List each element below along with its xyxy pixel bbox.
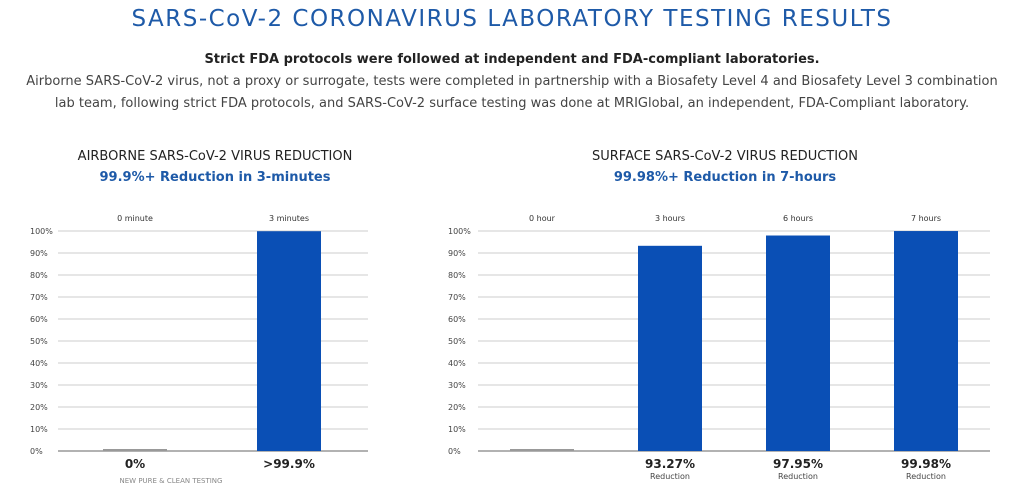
surface-bar — [510, 449, 574, 451]
surface-chart-subtitle: 99.98%+ Reduction in 7-hours — [613, 170, 837, 185]
airborne-data-label: >99.9% — [263, 457, 315, 471]
airborne-footnote: NEW PURE & CLEAN TESTING — [119, 477, 223, 485]
surface-data-sublabel: Reduction — [650, 472, 690, 481]
airborne-bar — [103, 449, 167, 451]
surface-bar — [638, 246, 702, 451]
airborne-ytick-label: 10% — [30, 425, 48, 434]
surface-data-label: 93.27% — [645, 457, 695, 471]
airborne-category-label: 3 minutes — [268, 214, 310, 223]
surface-bar — [894, 231, 958, 451]
airborne-ytick-label: 30% — [30, 381, 48, 390]
airborne-ytick-label: 80% — [30, 271, 48, 280]
surface-data-sublabel: Reduction — [906, 472, 946, 481]
surface-ytick-label: 80% — [448, 271, 466, 280]
surface-ytick-label: 40% — [448, 359, 466, 368]
surface-category-label: 7 hours — [910, 214, 942, 223]
surface-ytick-label: 90% — [448, 249, 466, 258]
page-subtitle: Strict FDA protocols were followed at independent and FDA-compliant laboratories. — [204, 52, 820, 67]
surface-ytick-label: 50% — [448, 337, 466, 346]
airborne-data-label: 0% — [124, 457, 146, 471]
airborne-ytick-label: 60% — [30, 315, 48, 324]
airborne-chart-title: AIRBORNE SARS-CoV-2 VIRUS REDUCTION — [77, 149, 353, 164]
page-title: SARS-CoV-2 CORONAVIRUS LABORATORY TESTING RESULTS — [131, 6, 893, 32]
surface-category-label: 3 hours — [654, 214, 686, 223]
surface-ytick-label: 30% — [448, 381, 466, 390]
airborne-ytick-label: 0% — [30, 447, 43, 456]
airborne-ytick-label: 100% — [30, 227, 53, 236]
surface-category-label: 0 hour — [529, 214, 555, 223]
surface-ytick-label: 60% — [448, 315, 466, 324]
airborne-ytick-label: 70% — [30, 293, 48, 302]
airborne-ytick-label: 40% — [30, 359, 48, 368]
surface-category-label: 6 hours — [782, 214, 814, 223]
surface-bar — [766, 236, 830, 451]
surface-data-sublabel: Reduction — [778, 472, 818, 481]
surface-ytick-label: 0% — [448, 447, 461, 456]
description-line-2: lab team, following strict FDA protocols, and SARS-CoV-2 surface testing was done at MRIGlobal, an independent, FDA-Compliant laboratory. — [54, 96, 970, 111]
airborne-ytick-label: 50% — [30, 337, 48, 346]
airborne-category-label: 0 minute — [117, 214, 153, 223]
surface-data-label: 97.95% — [773, 457, 823, 471]
surface-ytick-label: 10% — [448, 425, 466, 434]
airborne-chart-subtitle: 99.9%+ Reduction in 3-minutes — [99, 170, 331, 185]
surface-ytick-label: 70% — [448, 293, 466, 302]
airborne-bar — [257, 231, 321, 451]
description-line-1: Airborne SARS-CoV-2 virus, not a proxy or surrogate, tests were completed in partnership with a Biosafety Level 4 and Biosafety Level 3 combination — [26, 74, 998, 89]
surface-data-label: 99.98% — [901, 457, 951, 471]
surface-ytick-label: 20% — [448, 403, 466, 412]
airborne-ytick-label: 90% — [30, 249, 48, 258]
airborne-ytick-label: 20% — [30, 403, 48, 412]
surface-ytick-label: 100% — [448, 227, 471, 236]
surface-chart-title: SURFACE SARS-CoV-2 VIRUS REDUCTION — [591, 149, 859, 164]
